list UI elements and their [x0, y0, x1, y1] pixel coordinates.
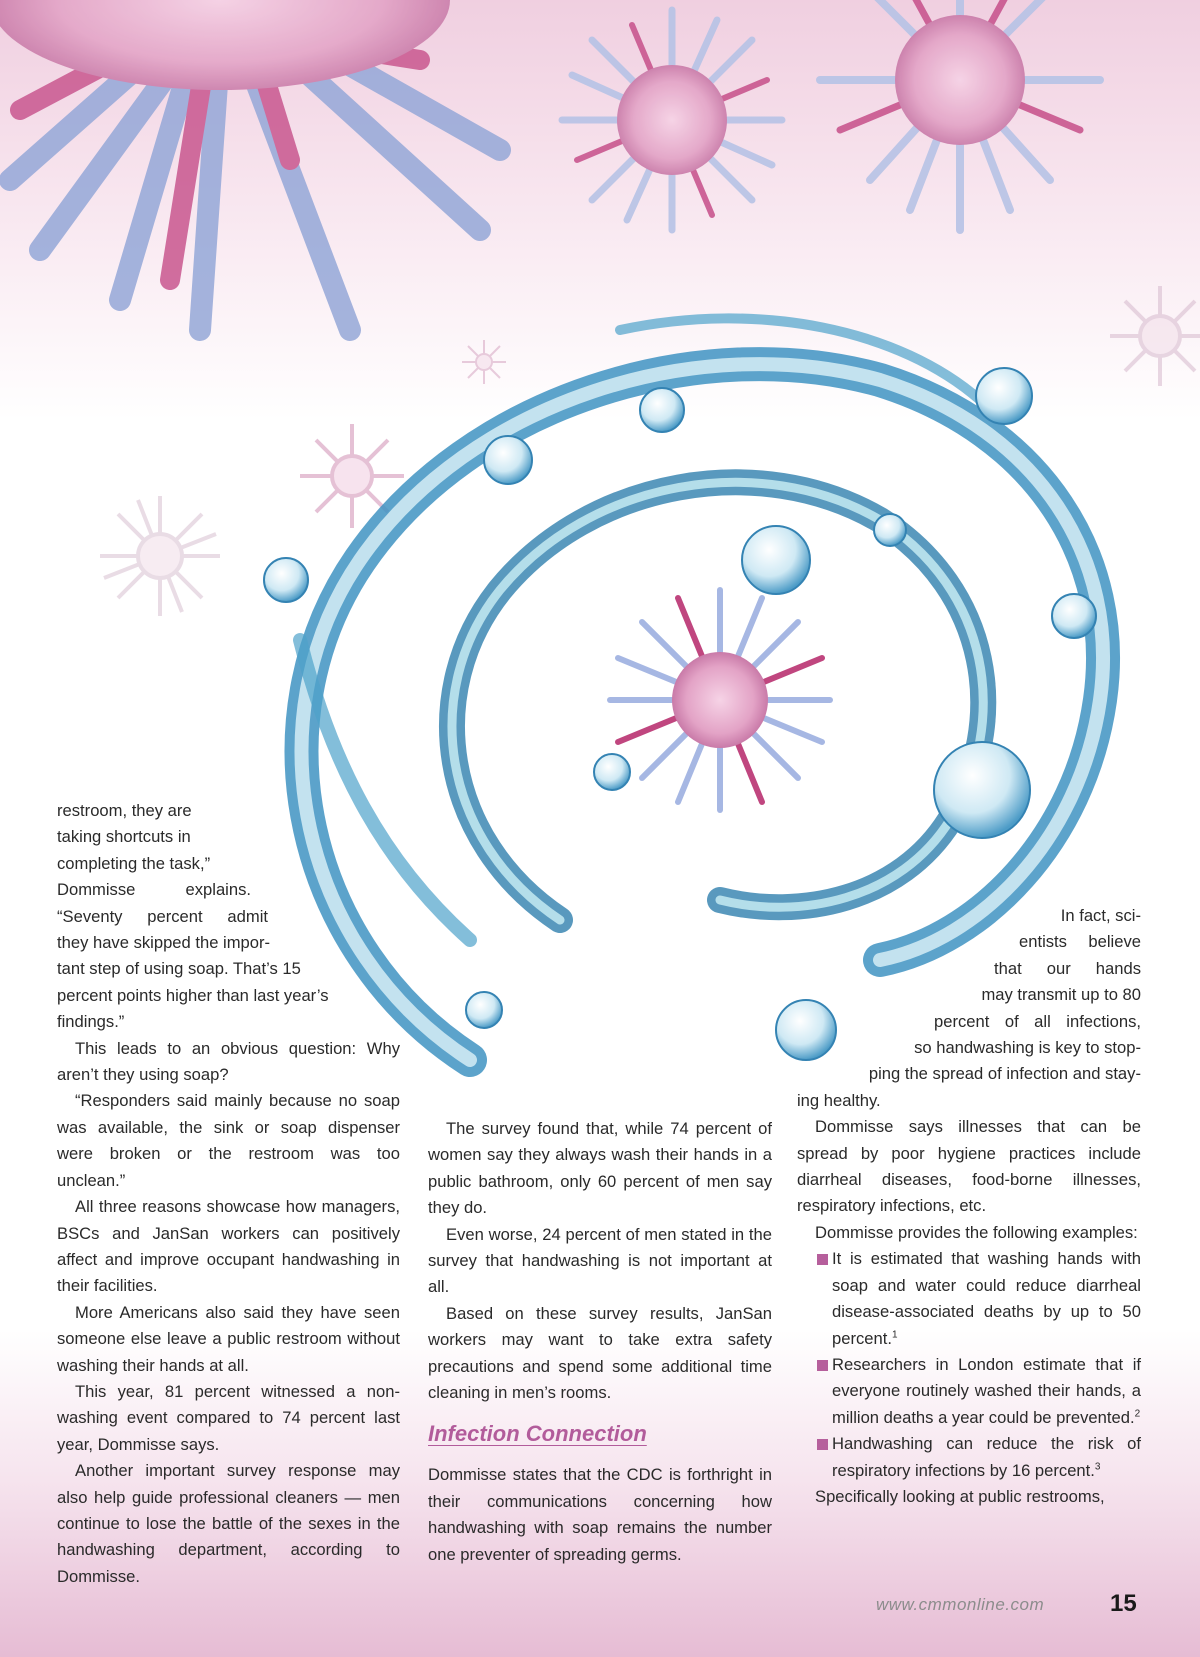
- virus-center: [610, 590, 830, 810]
- footnote-ref: 3: [1094, 1461, 1101, 1472]
- paragraph: Another important survey response may also help guide professional cleaners — men continue to lose the battle of the sexes in the handwashing department, according to Dommisse.: [57, 1461, 400, 1586]
- paragraph: More Americans also said they have seen someone else leave a public restroom without washing their hands at all.: [57, 1302, 400, 1375]
- paragraph: The survey found that, while 74 percent of women say they always wash their hands in a public bathroom, only 60 percent of men say they do.: [428, 1119, 772, 1218]
- paragraph-line: entists believe: [1019, 932, 1141, 952]
- paragraph-line: tant step of using soap. That’s 15: [57, 959, 301, 979]
- paragraph-line: ping the spread of infection and stay-: [868, 1064, 1141, 1084]
- virus-large-topleft: [0, 0, 500, 330]
- bullet-square-icon: [817, 1254, 828, 1265]
- footnote-ref: 2: [1134, 1408, 1141, 1420]
- article-column-1: [57, 798, 400, 1590]
- bullet-item: Researchers in London estimate that if everyone routinely washed their hands, a million deaths a year could be prevented.$^2$: [797, 1352, 1141, 1431]
- paragraph-line: percent points higher than last year’s: [57, 985, 329, 1005]
- paragraph-line: taking shortcuts in: [57, 827, 191, 847]
- paragraph-line: In fact, sci-: [1060, 906, 1141, 925]
- paragraph-line: percent of all infections,: [934, 1011, 1141, 1031]
- paragraph-line: may transmit up to 80: [981, 985, 1141, 1005]
- bullet-square-icon: [817, 1439, 828, 1450]
- paragraph-line: that our hands: [994, 958, 1141, 978]
- bullet-item: It is estimated that washing hands with soap and water could reduce diarrheal disease-associated deaths by up to 50 percent.$^1$: [797, 1246, 1141, 1352]
- paragraph-line: completing the task,”: [57, 853, 211, 873]
- footer-website-link[interactable]: www.cmmonline.com: [876, 1595, 1045, 1614]
- paragraph: Even worse, 24 percent of men stated in the survey that handwashing is not important at all.: [428, 1224, 772, 1297]
- article-column-3: [797, 903, 1141, 1510]
- page-number: 15: [1110, 1590, 1137, 1617]
- paragraph: This leads to an obvious question: Why aren’t they using soap?: [57, 1038, 400, 1085]
- article-column-2: [428, 1116, 772, 1568]
- paragraph: “Responders said mainly because no soap was available, the sink or soap dispenser were broken or the restroom was too unclean.”: [57, 1091, 400, 1190]
- subheading: Infection Connection: [428, 1421, 647, 1447]
- paragraph: Dommisse provides the following examples:: [815, 1222, 1138, 1242]
- paragraph: Based on these survey results, JanSan workers may want to take extra safety precautions and spend some additional time cleaning in men’s rooms.: [428, 1303, 772, 1403]
- paragraph: All three reasons showcase how managers, BSCs and JanSan workers can positively affect and improve occupant handwashing in their facilities.: [57, 1197, 400, 1296]
- virus-top-right: [820, 0, 1100, 230]
- paragraph: Dommisse says illnesses that can be spread by poor hygiene practices include diarrheal diseases, food-borne illnesses, respiratory infections, etc.: [797, 1117, 1141, 1216]
- virus-top-center: [562, 10, 782, 230]
- paragraph-line: “Seventy percent admit: [57, 906, 268, 926]
- footnote-ref: 1: [891, 1328, 898, 1340]
- virus-small-faint: [100, 286, 1200, 616]
- paragraph: Dommisse states that the CDC is forthright in their communications concerning how handwashing with soap remains the number one preventer of spreading germs.: [428, 1465, 772, 1564]
- paragraph: This year, 81 percent witnessed a non-washing event compared to 74 percent last year, Dommisse says.: [57, 1381, 400, 1454]
- paragraph: Specifically looking at public restrooms,: [815, 1486, 1105, 1506]
- paragraph-line: restroom, they are: [57, 801, 192, 820]
- paragraph-line: they have skipped the impor-: [57, 933, 271, 953]
- bullet-square-icon: [817, 1360, 828, 1371]
- paragraph-line: findings.”: [57, 1012, 125, 1032]
- paragraph-line: Dommisse explains.: [57, 880, 251, 900]
- paragraph-line: ing healthy.: [797, 1090, 881, 1110]
- paragraph-line: so handwashing is key to stop-: [914, 1038, 1141, 1058]
- bullet-item: Handwashing can reduce the risk of respiratory infections by 16 percent.$^3$: [797, 1431, 1141, 1484]
